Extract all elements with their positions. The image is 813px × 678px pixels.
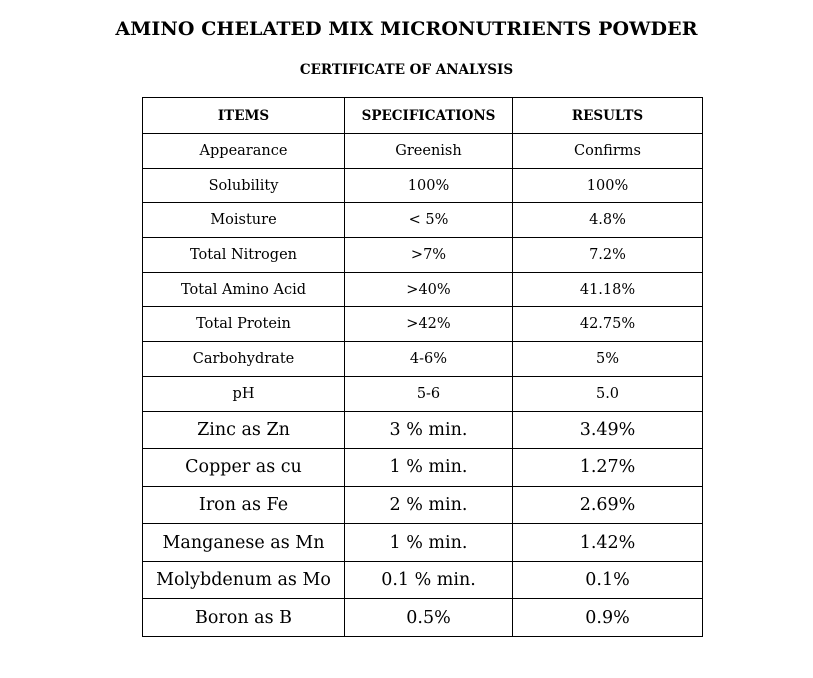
table-row bbox=[143, 486, 703, 524]
result-cell: 4.8% bbox=[513, 203, 703, 238]
item-cell: Boron as B bbox=[143, 599, 345, 637]
result-cell: 5.0 bbox=[513, 376, 703, 411]
document-subtitle: CERTIFICATE OF ANALYSIS bbox=[299, 62, 514, 78]
specification-cell: Greenish bbox=[345, 134, 513, 169]
item-cell: Moisture bbox=[143, 203, 345, 238]
table-row bbox=[143, 411, 703, 449]
table-row bbox=[143, 376, 703, 411]
result-cell: 7.2% bbox=[513, 238, 703, 273]
result-cell: 100% bbox=[513, 168, 703, 203]
header-specifications: SPECIFICATIONS bbox=[345, 98, 513, 134]
result-cell: 2.69% bbox=[513, 486, 703, 524]
item-cell: Zinc as Zn bbox=[143, 411, 345, 449]
item-cell: Molybdenum as Mo bbox=[143, 561, 345, 599]
specification-cell: 4-6% bbox=[345, 342, 513, 377]
item-cell: pH bbox=[143, 376, 345, 411]
specification-cell: 3 % min. bbox=[345, 411, 513, 449]
item-cell: Solubility bbox=[143, 168, 345, 203]
analysis-table bbox=[142, 97, 703, 637]
result-cell: 1.27% bbox=[513, 449, 703, 487]
result-cell: 5% bbox=[513, 342, 703, 377]
specification-cell: 1 % min. bbox=[345, 449, 513, 487]
table-row bbox=[143, 599, 703, 637]
table-row bbox=[143, 561, 703, 599]
table-row bbox=[143, 342, 703, 377]
specification-cell: >7% bbox=[345, 238, 513, 273]
result-cell: 0.9% bbox=[513, 599, 703, 637]
result-cell: 42.75% bbox=[513, 307, 703, 342]
item-cell: Carbohydrate bbox=[143, 342, 345, 377]
header-results: RESULTS bbox=[513, 98, 703, 134]
specification-cell: 0.1 % min. bbox=[345, 561, 513, 599]
specification-cell: >40% bbox=[345, 272, 513, 307]
specification-cell: 100% bbox=[345, 168, 513, 203]
table-row bbox=[143, 203, 703, 238]
table-row bbox=[143, 307, 703, 342]
item-cell: Copper as cu bbox=[143, 449, 345, 487]
document-title: AMINO CHELATED MIX MICRONUTRIENTS POWDER bbox=[115, 18, 698, 40]
specification-cell: < 5% bbox=[345, 203, 513, 238]
result-cell: 1.42% bbox=[513, 524, 703, 562]
item-cell: Manganese as Mn bbox=[143, 524, 345, 562]
table-row bbox=[143, 449, 703, 487]
specification-cell: >42% bbox=[345, 307, 513, 342]
item-cell: Appearance bbox=[143, 134, 345, 169]
table-row bbox=[143, 272, 703, 307]
result-cell: 3.49% bbox=[513, 411, 703, 449]
table-row bbox=[143, 168, 703, 203]
specification-cell: 0.5% bbox=[345, 599, 513, 637]
table-row bbox=[143, 524, 703, 562]
item-cell: Total Amino Acid bbox=[143, 272, 345, 307]
result-cell: 0.1% bbox=[513, 561, 703, 599]
item-cell: Total Nitrogen bbox=[143, 238, 345, 273]
item-cell: Iron as Fe bbox=[143, 486, 345, 524]
result-cell: Confirms bbox=[513, 134, 703, 169]
table-header-row bbox=[143, 98, 703, 134]
header-items: ITEMS bbox=[143, 98, 345, 134]
table-row bbox=[143, 134, 703, 169]
result-cell: 41.18% bbox=[513, 272, 703, 307]
item-cell: Total Protein bbox=[143, 307, 345, 342]
specification-cell: 5-6 bbox=[345, 376, 513, 411]
specification-cell: 2 % min. bbox=[345, 486, 513, 524]
table-row bbox=[143, 238, 703, 273]
specification-cell: 1 % min. bbox=[345, 524, 513, 562]
